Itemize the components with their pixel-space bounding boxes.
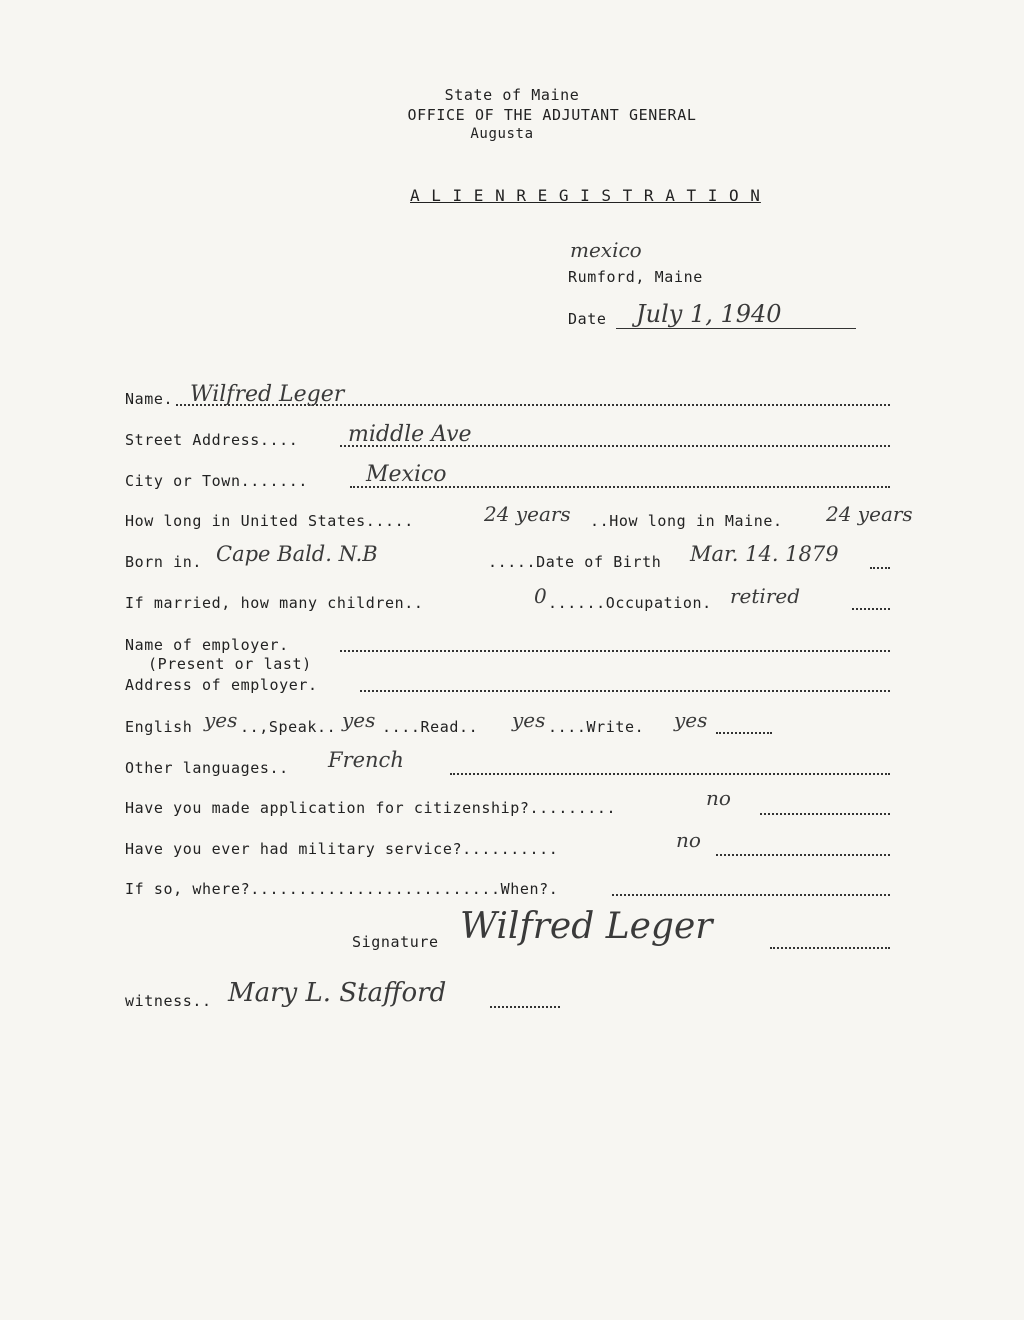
citizenship-value: no — [706, 786, 731, 810]
header-city: Augusta — [470, 126, 534, 142]
other-languages-label: Other languages.. — [125, 759, 289, 777]
city-value: Mexico — [366, 462, 447, 487]
date-underline — [616, 328, 856, 329]
occupation-dots — [852, 608, 890, 610]
write-label: ....Write. — [548, 718, 645, 736]
citizenship-dots — [760, 813, 890, 815]
signature-label: Signature — [352, 933, 439, 951]
dob-label: .....Date of Birth — [488, 553, 662, 571]
date-label: Date — [568, 310, 607, 328]
maine-years-label: ..How long in Maine. — [590, 512, 783, 530]
header-office: OFFICE OF THE ADJUTANT GENERAL — [407, 106, 697, 124]
maine-years-value: 24 years — [826, 502, 913, 526]
where-when-label: If so, where?..........................When?. — [125, 880, 559, 898]
children-value: 0 — [534, 584, 547, 608]
name-value: Wilfred Leger — [190, 382, 345, 407]
signature-value: Wilfred Leger — [460, 906, 713, 947]
form-title: A L I E N R E G I S T R A T I O N — [410, 186, 761, 205]
city-label: City or Town....... — [125, 472, 308, 490]
speak-value: yes — [342, 708, 376, 732]
write-value: yes — [674, 708, 708, 732]
military-dots — [716, 854, 890, 856]
speak-label: ..,Speak.. — [240, 718, 337, 736]
name-label: Name. — [125, 390, 174, 408]
witness-label: witness.. — [125, 992, 212, 1010]
employer-dots — [340, 650, 890, 652]
location-handwritten: mexico — [570, 238, 642, 262]
street-label: Street Address.... — [125, 431, 299, 449]
read-value: yes — [512, 708, 546, 732]
us-years-label: How long in United States..... — [125, 512, 414, 530]
occupation-value: retired — [730, 584, 801, 608]
date-value: July 1, 1940 — [636, 300, 782, 328]
employer-label: Name of employer. — [125, 636, 289, 654]
other-languages-dots — [450, 773, 890, 775]
street-value: middle Ave — [348, 422, 472, 447]
military-label: Have you ever had military service?.......... — [125, 840, 559, 858]
dob-value: Mar. 14. 1879 — [690, 542, 839, 566]
other-languages-value: French — [328, 748, 404, 772]
occupation-label: ......Occupation. — [548, 594, 712, 612]
when-dots — [612, 894, 890, 896]
read-label: ....Read.. — [382, 718, 479, 736]
born-label: Born in. — [125, 553, 203, 571]
witness-dots — [490, 1006, 560, 1008]
write-dots — [716, 732, 772, 734]
signature-dots — [770, 947, 890, 949]
employer-address-dots — [360, 690, 890, 692]
header-state: State of Maine — [444, 86, 580, 104]
english-value: yes — [204, 708, 238, 732]
english-label: English — [125, 718, 193, 736]
military-value: no — [676, 828, 701, 852]
employer-sublabel: (Present or last) — [148, 655, 312, 673]
location-typed: Rumford, Maine — [568, 268, 703, 286]
witness-value: Mary L. Stafford — [228, 978, 447, 1008]
children-label: If married, how many children.. — [125, 594, 424, 612]
citizenship-label: Have you made application for citizenship?......... — [125, 799, 617, 817]
us-years-value: 24 years — [484, 502, 571, 526]
born-value: Cape Bald. N.B — [216, 542, 378, 566]
dob-dots — [870, 567, 890, 569]
employer-address-label: Address of employer. — [125, 676, 318, 694]
